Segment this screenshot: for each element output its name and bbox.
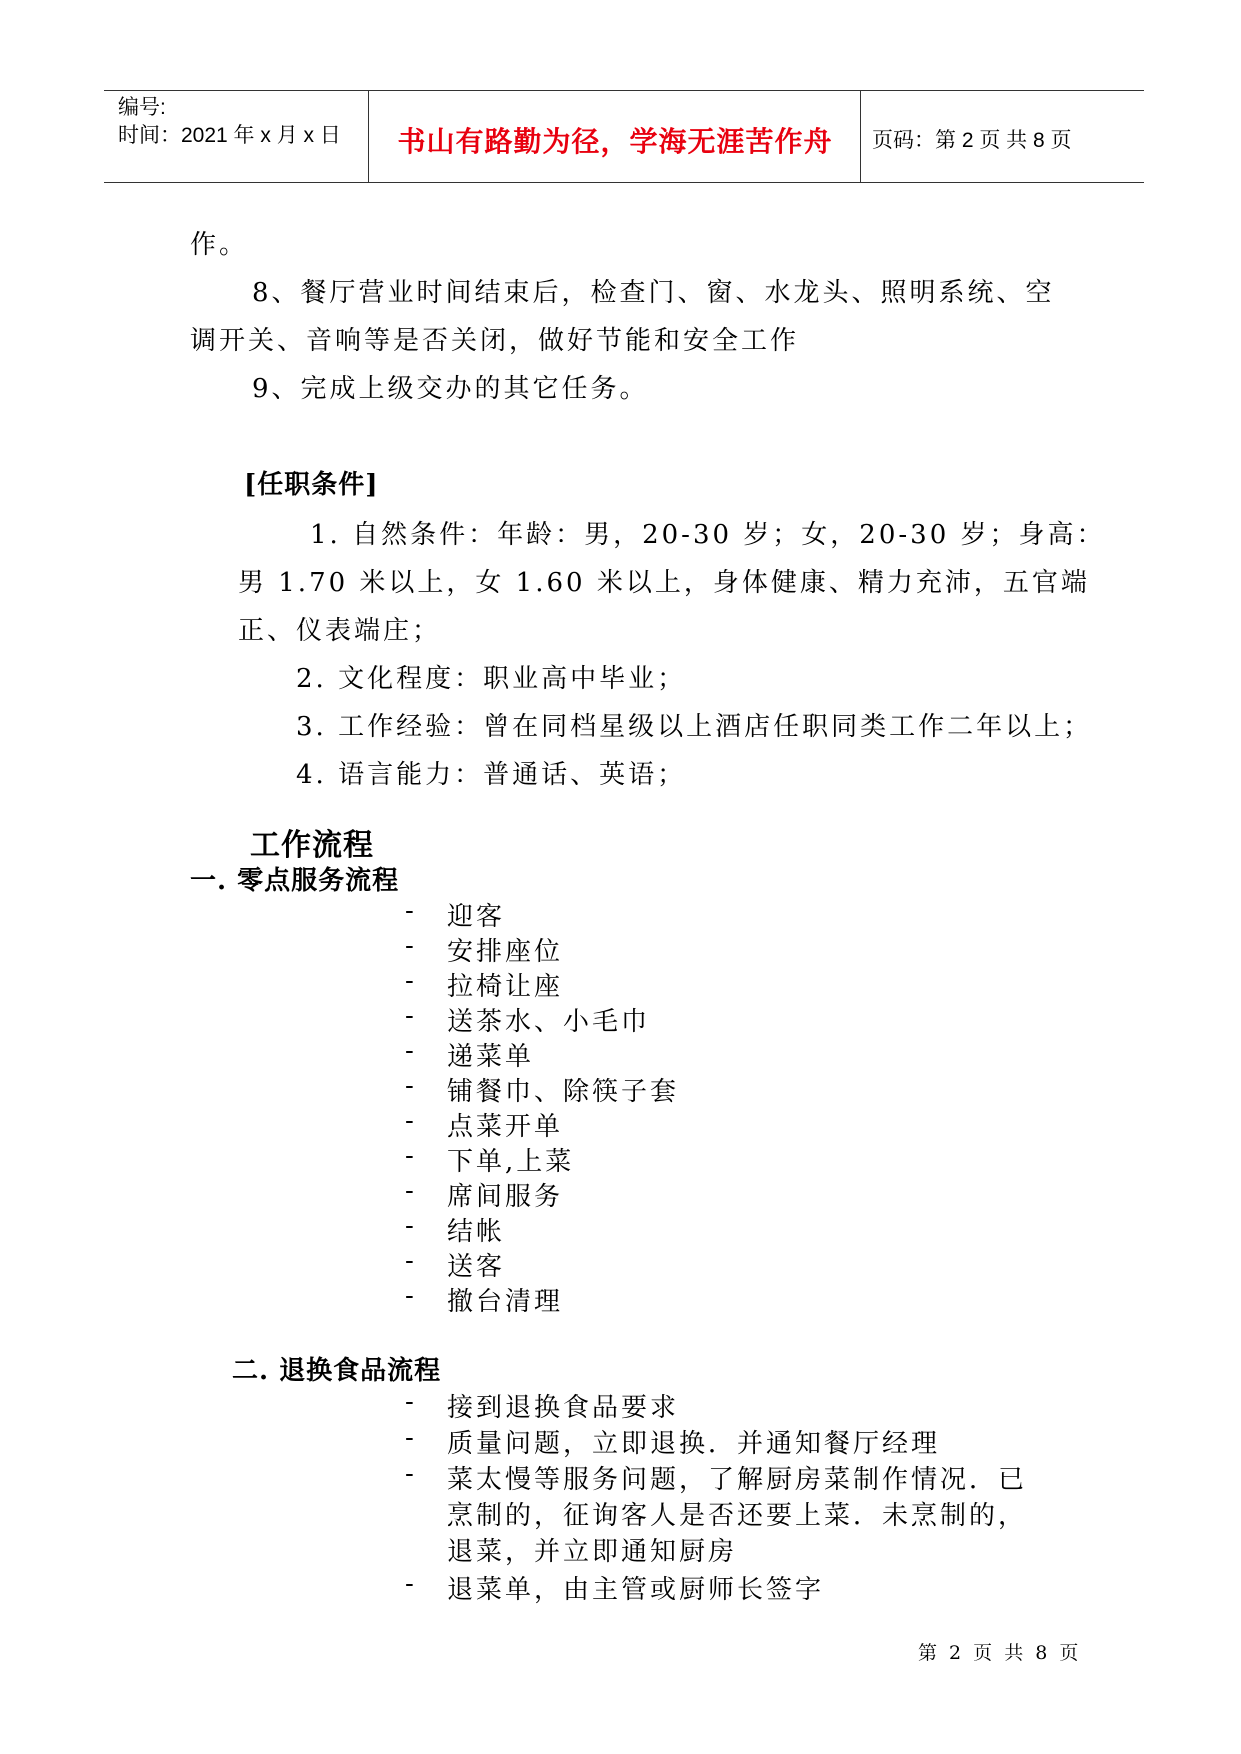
list-item-continuation: 烹制的，征询客人是否还要上菜．未烹制的， — [447, 1501, 1028, 1531]
header-bottom-rule — [104, 182, 1144, 183]
header-motto: 书山有路勤为径，学海无涯苦作舟 — [397, 125, 833, 158]
list-item: 拉椅让座 — [447, 972, 564, 1002]
section-2-title: 二. 退换食品流程 — [232, 1356, 442, 1386]
list-item: 退菜单，由主管或厨师长签字 — [447, 1575, 825, 1605]
requirement-1-line-1: 1. 自然条件：年龄：男，20-30 岁；女，20-30 岁；身高： — [310, 520, 1106, 550]
bullet: - — [405, 1387, 414, 1417]
bullet: - — [405, 1141, 414, 1171]
list-item: 送茶水、小毛巾 — [447, 1007, 651, 1037]
list-item: 结帐 — [447, 1217, 506, 1247]
list-item: 席间服务 — [447, 1182, 564, 1212]
requirement-2: 2. 文化程度：职业高中毕业； — [296, 664, 687, 694]
list-item: 迎客 — [447, 902, 506, 932]
workflow-title: 工作流程 — [250, 828, 374, 863]
header-divider-left — [368, 90, 369, 182]
header-top-rule — [104, 90, 1144, 91]
bullet: - — [405, 1176, 414, 1206]
list-item: 撤台清理 — [447, 1287, 564, 1317]
header-time-label: 时间：2021 年 x 月 x 日 — [118, 124, 341, 147]
bullet: - — [405, 1423, 414, 1453]
header-divider-right — [860, 90, 861, 182]
bullet: - — [405, 1001, 414, 1031]
bullet: - — [405, 1246, 414, 1276]
list-item: 点菜开单 — [447, 1112, 564, 1142]
requirements-title: [任职条件] — [244, 470, 379, 500]
bullet: - — [405, 1036, 414, 1066]
bullet: - — [405, 1569, 414, 1599]
list-item: 接到退换食品要求 — [447, 1393, 680, 1423]
item-8-line-2: 调开关、音响等是否关闭，做好节能和安全工作 — [190, 326, 800, 356]
header-page-label: 页码：第 2 页 共 8 页 — [872, 129, 1072, 152]
list-item: 送客 — [447, 1252, 506, 1282]
list-item: 质量问题，立即退换．并通知餐厅经理 — [447, 1429, 941, 1459]
requirement-1-line-2: 男 1.70 米以上，女 1.60 米以上，身体健康、精力充沛，五官端 — [238, 568, 1090, 598]
bullet: - — [405, 1211, 414, 1241]
item-9: 9、完成上级交办的其它任务。 — [252, 374, 649, 404]
footer-page-number: 第 2 页 共 8 页 — [918, 1642, 1082, 1664]
bullet: - — [405, 896, 414, 926]
list-item: 铺餐巾、除筷子套 — [447, 1077, 680, 1107]
header-meta — [118, 94, 341, 150]
requirement-4: 4. 语言能力：普通话、英语； — [296, 760, 687, 790]
bullet: - — [405, 1071, 414, 1101]
body-line-zuo: 作。 — [190, 230, 249, 260]
requirement-1-line-3: 正、仪表端庄； — [238, 616, 442, 646]
bullet: - — [405, 1459, 414, 1489]
bullet: - — [405, 1106, 414, 1136]
list-item: 安排座位 — [447, 937, 564, 967]
bullet: - — [405, 1281, 414, 1311]
header-number-label: 编号: — [118, 96, 166, 119]
list-item: 递菜单 — [447, 1042, 535, 1072]
requirement-3: 3. 工作经验：曾在同档星级以上酒店任职同类工作二年以上； — [296, 712, 1093, 742]
section-1-title: 一. 零点服务流程 — [190, 866, 400, 896]
bullet: - — [405, 931, 414, 961]
list-item: 下单,上菜 — [447, 1147, 575, 1177]
list-item: 菜太慢等服务问题，了解厨房菜制作情况．已 — [447, 1465, 1028, 1495]
list-item-continuation: 退菜，并立即通知厨房 — [447, 1537, 738, 1567]
bullet: - — [405, 966, 414, 996]
item-8-line-1: 8、餐厅营业时间结束后，检查门、窗、水龙头、照明系统、空 — [252, 278, 1055, 308]
